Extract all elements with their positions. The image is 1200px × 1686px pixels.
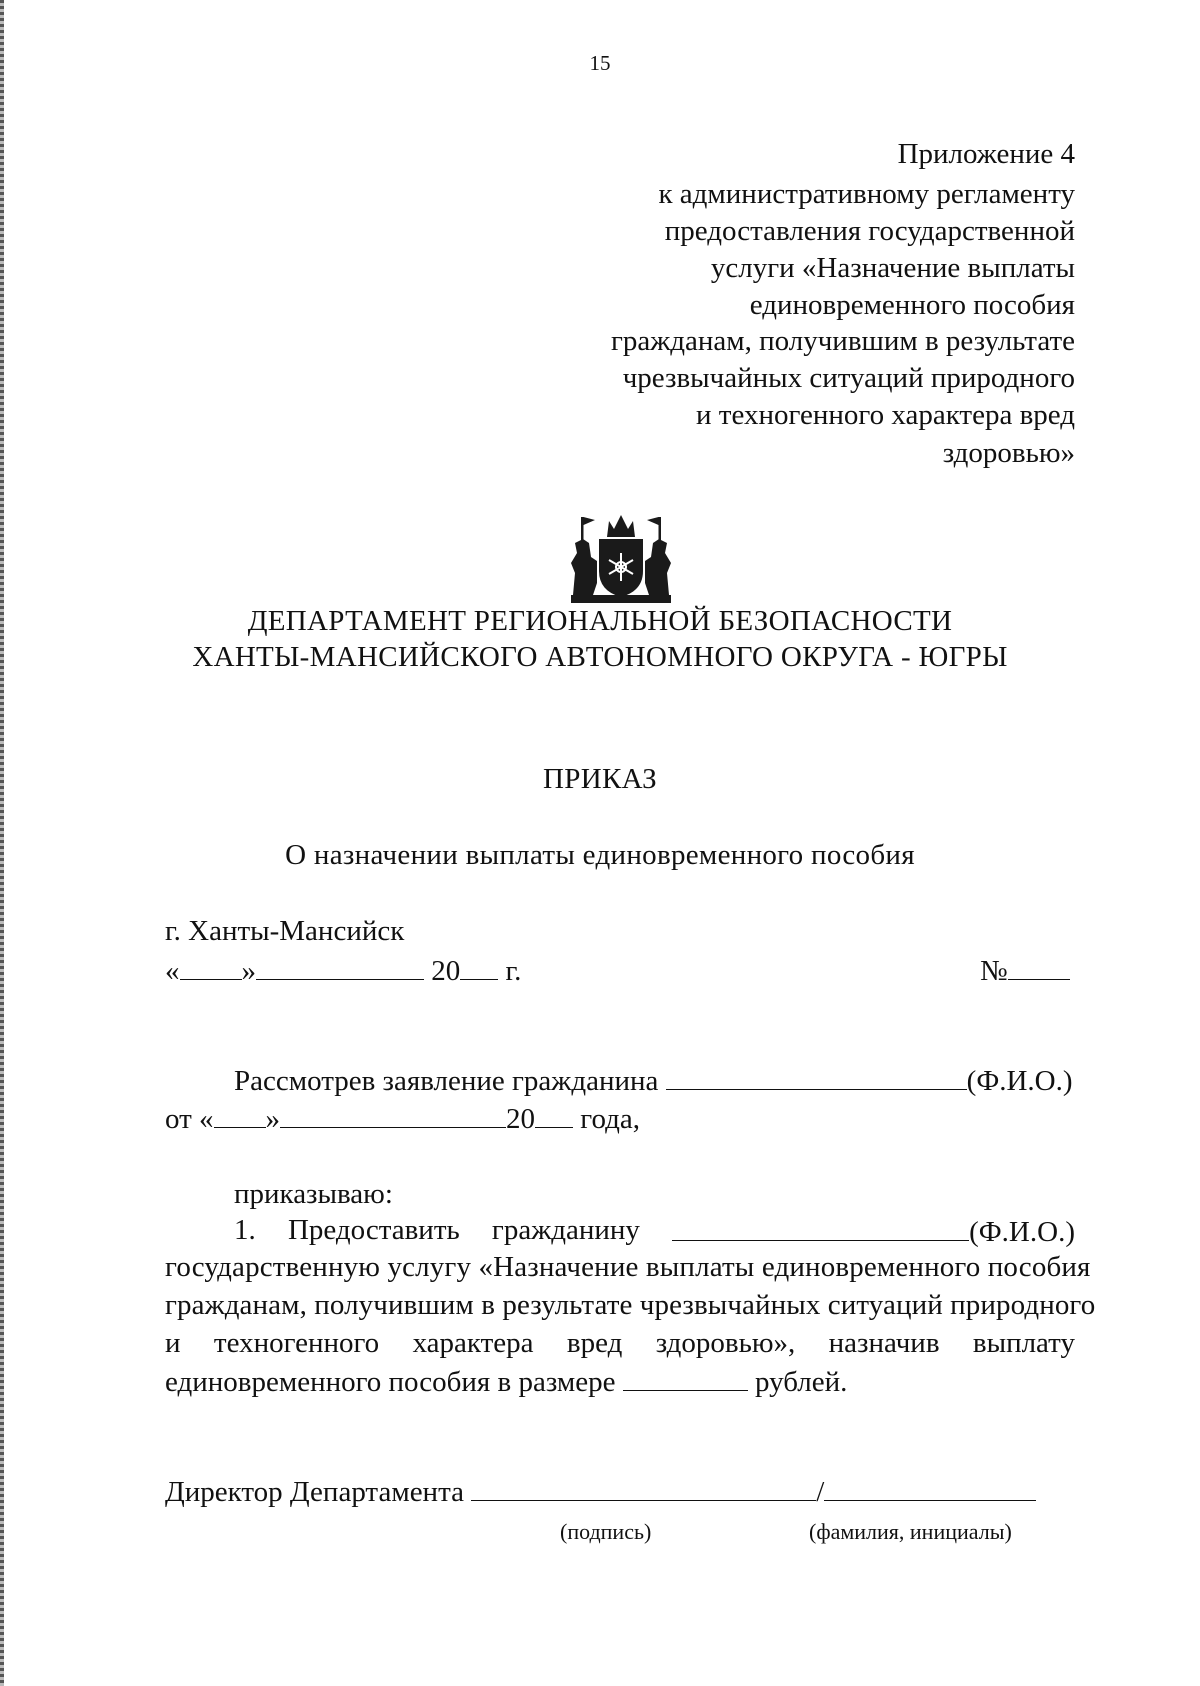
item1-line-4 bbox=[165, 1329, 1075, 1358]
number-label: № bbox=[980, 955, 1008, 987]
applicant-name-blank bbox=[666, 1065, 967, 1090]
applicant-fio-label: (Ф.И.О.) bbox=[966, 1065, 1073, 1097]
department-line-2: ХАНТЫ-МАНСИЙСКОГО АВТОНОМНОГО ОКРУГА - ЮГРЫ bbox=[192, 641, 1008, 673]
item1-line-5 bbox=[165, 1366, 847, 1397]
year-blank bbox=[460, 955, 498, 980]
app-day-blank bbox=[214, 1103, 266, 1128]
year-suffix: г. bbox=[505, 955, 522, 987]
amount-blank bbox=[623, 1366, 748, 1391]
number-blank bbox=[1008, 955, 1070, 980]
appendix-line-8: и техногенного характера вред bbox=[696, 399, 1075, 431]
considered-text: Рассмотрев заявление гражданина bbox=[234, 1065, 659, 1097]
appendix-line-6: гражданам, получившим в результате bbox=[610, 325, 1075, 357]
director-label: Директор Департамента bbox=[165, 1476, 464, 1508]
signature-slash: / bbox=[816, 1476, 825, 1508]
order-word: приказываю: bbox=[234, 1178, 393, 1210]
item1-number: 1. bbox=[234, 1214, 256, 1246]
order-subject: О назначении выплаты единовременного пособия bbox=[285, 839, 915, 871]
month-blank bbox=[256, 955, 424, 980]
considered-line bbox=[234, 1065, 1073, 1096]
item1-line-3: гражданам, получившим в результате чрезвычайных ситуаций природного bbox=[165, 1289, 1096, 1321]
item1-l4-word-6: назначив bbox=[828, 1327, 940, 1359]
item1-line-1 bbox=[165, 1216, 1075, 1247]
app-year-word: года, bbox=[580, 1103, 641, 1135]
order-number-field bbox=[980, 955, 1070, 986]
department-line-1: ДЕПАРТАМЕНТ РЕГИОНАЛЬНОЙ БЕЗОПАСНОСТИ bbox=[247, 605, 953, 637]
item1-recipient bbox=[672, 1216, 1075, 1247]
appendix-line-9: здоровью» bbox=[942, 437, 1075, 469]
year-prefix: 20 bbox=[431, 955, 461, 987]
item1-fio-label: (Ф.И.О.) bbox=[969, 1216, 1075, 1248]
coat-of-arms-icon bbox=[567, 513, 675, 605]
appendix-line-2: к административному регламенту bbox=[658, 178, 1075, 210]
city-label: г. Ханты-Мансийск bbox=[165, 915, 405, 947]
app-year-prefix: 20 bbox=[506, 1103, 536, 1135]
app-year-blank bbox=[535, 1103, 573, 1128]
amount-prefix: единовременного пособия в размере bbox=[165, 1366, 616, 1398]
appendix-line-1: Приложение 4 bbox=[897, 138, 1075, 170]
item1-line-2: государственную услугу «Назначение выплаты единовременного пособия bbox=[165, 1251, 1091, 1283]
appendix-line-5: единовременного пособия bbox=[749, 289, 1075, 321]
item1-l4-word-1: и bbox=[165, 1327, 181, 1359]
item1-l4-word-2: техногенного bbox=[213, 1327, 380, 1359]
item1-word-2: гражданину bbox=[491, 1214, 640, 1246]
order-date-field bbox=[165, 955, 521, 986]
date-quote-close: » bbox=[241, 955, 256, 987]
from-prefix: от « bbox=[165, 1103, 214, 1135]
item1-l4-word-7: выплату bbox=[972, 1327, 1075, 1359]
signature-line bbox=[165, 1476, 1036, 1507]
day-blank bbox=[180, 955, 242, 980]
item1-l4-word-5: здоровью», bbox=[655, 1327, 796, 1359]
item1-l4-word-3: характера bbox=[412, 1327, 534, 1359]
application-date-line bbox=[165, 1103, 640, 1134]
signature-blank bbox=[471, 1476, 816, 1501]
name-blank bbox=[824, 1476, 1036, 1501]
signature-caption: (подпись) bbox=[560, 1519, 652, 1544]
recipient-name-blank bbox=[672, 1216, 969, 1241]
date-quote-open: « bbox=[165, 955, 180, 987]
from-close: » bbox=[265, 1103, 281, 1135]
appendix-line-7: чрезвычайных ситуаций природного bbox=[622, 362, 1075, 394]
order-title: ПРИКАЗ bbox=[543, 763, 657, 795]
name-caption: (фамилия, инициалы) bbox=[809, 1519, 1012, 1544]
page-number: 15 bbox=[589, 51, 611, 75]
app-month-blank bbox=[280, 1103, 506, 1128]
amount-suffix: рублей. bbox=[754, 1366, 848, 1398]
item1-word-1: Предоставить bbox=[287, 1214, 460, 1246]
item1-l4-word-4: вред bbox=[566, 1327, 623, 1359]
appendix-line-3: предоставления государственной bbox=[664, 215, 1075, 247]
appendix-line-4: услуги «Назначение выплаты bbox=[710, 252, 1075, 284]
